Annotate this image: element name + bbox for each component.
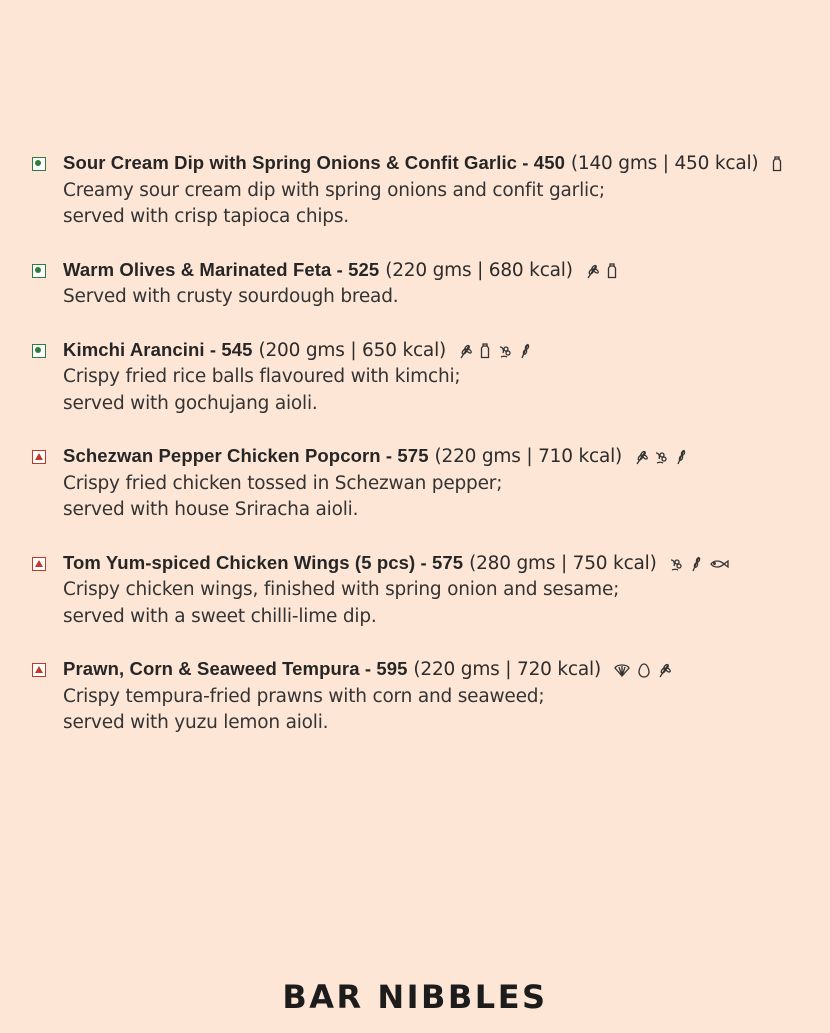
menu-item	[32, 656, 822, 737]
menu-item	[32, 550, 822, 631]
item-description: Creamy sour cream dip with spring onions and confit garlic; served with crisp tapioca chips.	[63, 179, 605, 227]
item-title: Warm Olives & Marinated Feta - 525	[63, 258, 380, 280]
allergen-icons	[770, 156, 784, 172]
item-description: Crispy fried rice balls flavoured with kimchi; served with gochujang aioli.	[63, 366, 461, 414]
item-title: Tom Yum-spiced Chicken Wings (5 pcs) - 575	[63, 551, 464, 573]
allergen-icons	[669, 556, 729, 572]
milk-icon	[478, 343, 492, 359]
fish-icon	[709, 556, 729, 572]
gluten-icon	[634, 449, 648, 465]
item-title: Kimchi Arancini - 545	[63, 338, 253, 360]
sesame-icon	[674, 449, 688, 465]
milk-icon	[770, 156, 784, 172]
menu-item	[32, 443, 822, 524]
milk-icon	[605, 263, 619, 279]
item-meta: (140 gms | 450 kcal)	[570, 153, 759, 174]
egg-icon	[637, 662, 651, 678]
item-meta: (220 gms | 680 kcal)	[385, 259, 573, 281]
item-description: Crispy tempura-fried prawns with corn and seaweed; served with yuzu lemon aioli.	[63, 685, 545, 733]
item-meta: (200 gms | 650 kcal)	[258, 339, 447, 361]
allergen-icons	[585, 263, 619, 279]
item-meta: (280 gms | 750 kcal)	[469, 552, 657, 574]
non-veg-icon	[32, 663, 46, 677]
soy-icon	[498, 343, 512, 359]
item-meta: (220 gms | 720 kcal)	[413, 659, 601, 680]
item-title: Sour Cream Dip with Spring Onions & Confit Garlic - 450	[63, 152, 565, 173]
veg-icon	[32, 344, 46, 358]
veg-icon	[32, 157, 46, 171]
veg-icon	[32, 264, 46, 278]
menu-item	[32, 150, 822, 231]
allergen-icons	[634, 449, 688, 465]
allergen-icons	[613, 662, 671, 678]
item-description: Crispy fried chicken tossed in Schezwan pepper; served with house Sriracha aioli.	[63, 472, 503, 520]
menu-list	[32, 150, 822, 763]
shellfish-icon	[613, 662, 631, 678]
allergen-icons	[458, 343, 532, 359]
sesame-icon	[518, 343, 532, 359]
soy-icon	[654, 449, 668, 465]
item-description: Crispy chicken wings, finished with spring onion and sesame; served with a sweet chilli-lime dip.	[63, 579, 620, 627]
menu-item	[32, 257, 822, 311]
item-title: Prawn, Corn & Seaweed Tempura - 595	[63, 658, 408, 679]
non-veg-icon	[32, 450, 46, 464]
gluten-icon	[585, 263, 599, 279]
item-meta: (220 gms | 710 kcal)	[434, 446, 623, 467]
gluten-icon	[458, 343, 472, 359]
non-veg-icon	[32, 557, 46, 571]
menu-item	[32, 337, 822, 418]
gluten-icon	[657, 662, 671, 678]
sesame-icon	[689, 556, 703, 572]
section-title: BAR NIBBLES	[282, 978, 548, 1016]
item-title: Schezwan Pepper Chicken Popcorn - 575	[63, 445, 429, 466]
item-description: Served with crusty sourdough bread.	[63, 286, 399, 307]
soy-icon	[669, 556, 683, 572]
